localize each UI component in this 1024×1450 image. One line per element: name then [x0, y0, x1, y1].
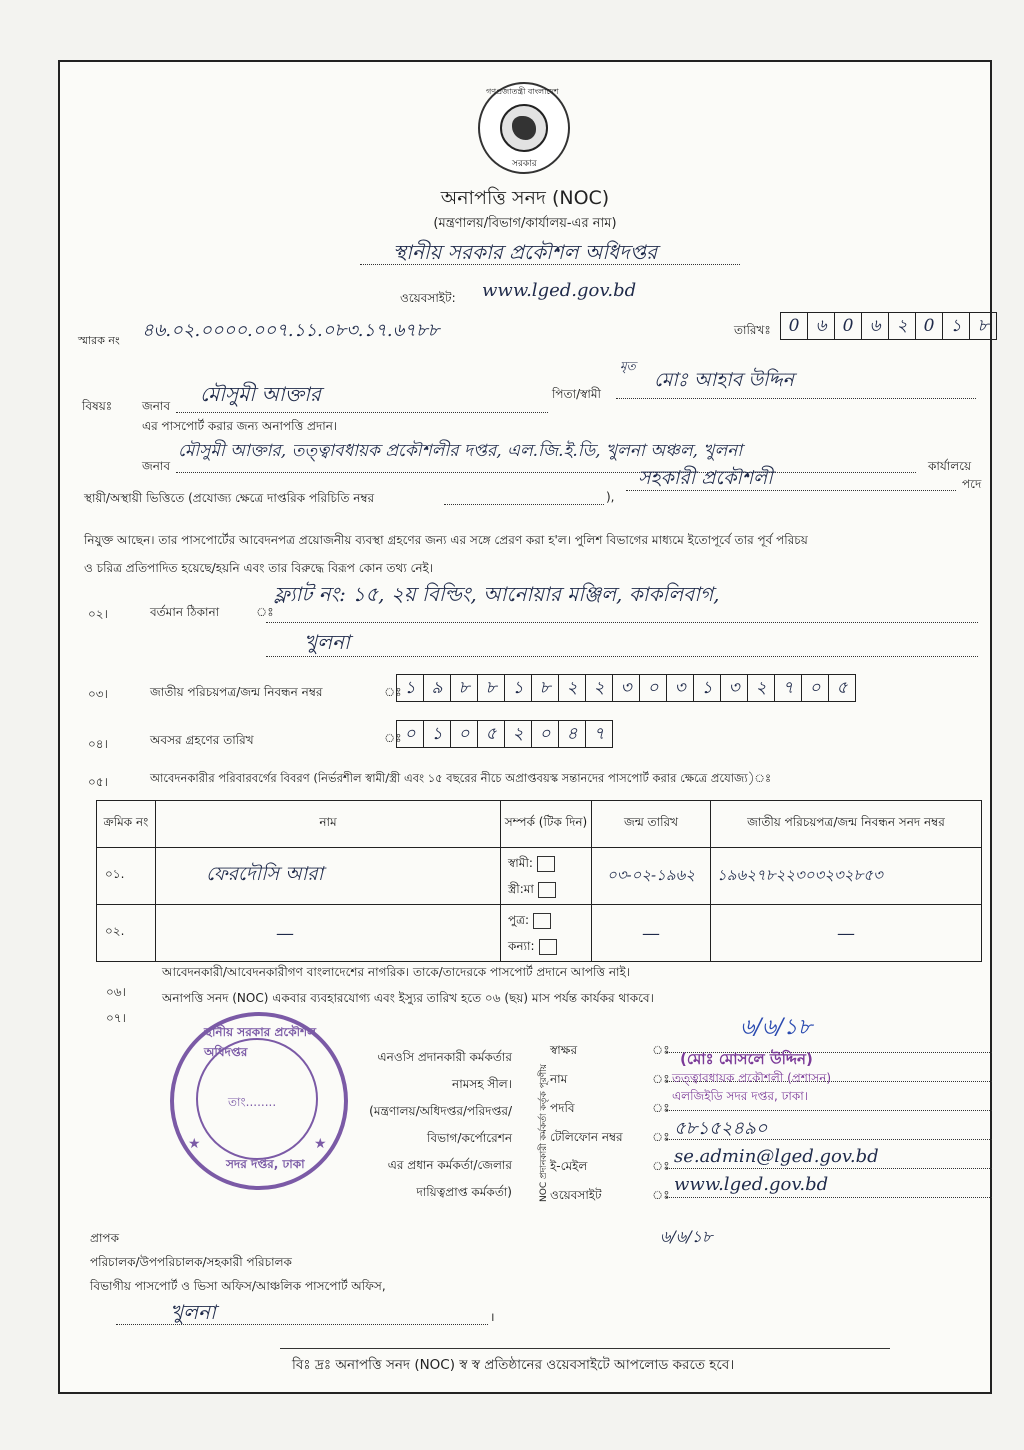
col-nid: জাতীয় পরিচয়পত্র/জন্ম নিবন্ধন সনদ নম্বর [711, 801, 982, 848]
table-row [97, 848, 982, 905]
stamp-office: এলজিইডি সদর দপ্তর, ঢাকা। [672, 1089, 809, 1103]
row-serial: ০১. [97, 848, 156, 905]
nid-digit: ৩ [721, 675, 748, 701]
nid-digit: ৮ [451, 675, 478, 701]
seal-bottom-text: সদর দপ্তর, ঢাকা [226, 1157, 305, 1171]
office-name: স্থানীয় সরকার প্রকৌশল অধিদপ্তর [392, 240, 658, 264]
relation-option: পুত্র: [508, 913, 530, 927]
item-03-label: জাতীয় পরিচয়পত্র/জন্ম নিবন্ধন নম্বর [150, 685, 323, 699]
initial-note: ৬/৬/১৮ [660, 1227, 713, 1246]
star-icon: ★ [314, 1136, 327, 1152]
col-serial: ক্রমিক নং [97, 801, 156, 848]
document-title: অনাপত্তি সনদ (NOC) [440, 187, 610, 209]
row-nid: — [711, 905, 982, 962]
website-value-signatory: www.lged.gov.bd [674, 1174, 829, 1195]
nid-digit: ৯ [424, 675, 451, 701]
item-04-number: ০৪। [88, 737, 108, 751]
current-address-line2: খুলনা [304, 630, 350, 654]
nid-digit: ১ [397, 675, 424, 701]
website-label: ওয়েবসাইট: [400, 291, 456, 305]
seal-top-text: স্থানীয় সরকার প্রকৌশল অধিদপ্তর [204, 1025, 317, 1059]
col-relation: সম্পর্ক (টিক দিন) [501, 801, 592, 848]
relation-checkbox[interactable] [539, 939, 557, 955]
bangladesh-map-icon [512, 116, 536, 140]
date-digit: ৮ [977, 316, 989, 336]
telephone-value: ৫৮১৫২৪৯০ [674, 1118, 768, 1139]
signatory-description: এনওসি প্রদানকারী কর্মকর্তার নামসহ সীল। (মন্ত্রণালয়/অধিদপ্তর/পরিদপ্তর/ বিভাগ/কর্পোরেশন এর প্রধান কর্মকর্তা/জেলার দায়িত্বপ্রাপ্ত কর্মকর্তা) [369, 1050, 512, 1199]
star-icon: ★ [188, 1136, 201, 1152]
subject-label: বিষয়ঃ [82, 399, 113, 413]
relation-checkbox[interactable] [533, 913, 551, 929]
family-table [96, 800, 982, 962]
retire-digit: ০ [397, 721, 424, 747]
date-digit: 0 [781, 313, 808, 339]
item-04-label: অবসর গ্রহণের তারিখ [150, 733, 254, 747]
recipient-line1: পরিচালক/উপপরিচালক/সহকারী পরিচালক [90, 1255, 292, 1269]
row-dob: — [592, 905, 711, 962]
retire-digit: ১ [424, 721, 451, 747]
father-name: মোঃ আহাব উদ্দিন [654, 369, 794, 391]
email-value: se.admin@lged.gov.bd [674, 1146, 879, 1167]
nid-digit: ৭ [775, 675, 802, 701]
row-nid: ১৯৬২৭৮২২৩০৩২৩২৮৫৩ [711, 848, 982, 905]
date-digit: 0 [916, 313, 943, 339]
recipient-close: । [490, 1310, 495, 1324]
retire-digit: ৪ [559, 721, 586, 747]
relation-checkbox[interactable] [537, 856, 555, 872]
retire-digit: ০ [532, 721, 559, 747]
nid-digit: ২ [586, 675, 613, 701]
item-06-number: ০৬। [106, 985, 126, 999]
item-07-text: অনাপত্তি সনদ (NOC) একবার ব্যবহারযোগ্য এবং ইস্যুর তারিখ হতে ০৬ (ছয়) মাস পর্যন্ত কার্যকর থাকবে। [162, 991, 654, 1005]
signatory-field-labels: স্বাক্ষর নাম পদবি টেলিফোন নম্বর ই-মেইল ওয়েবসাইট [550, 1043, 623, 1202]
date-digit: ১ [943, 313, 970, 339]
subject-line2: এর পাসপোর্ট করার জন্য অনাপত্তি প্রদান। [142, 419, 338, 433]
col-name: নাম [156, 801, 501, 848]
emblem-top-text: গণপ্রজাতন্ত্রী বাংলাদেশ [486, 87, 559, 96]
date-digit: ৬ [808, 313, 835, 339]
signature: ৬/৬/১৮ [740, 1015, 812, 1040]
nid-digit: ৮ [532, 675, 559, 701]
recipient-line2: বিভাগীয় পাসপোর্ট ও ভিসা অফিস/আঞ্চলিক পাসপোর্ট অফিস, [90, 1279, 386, 1293]
retire-digit: ০ [451, 721, 478, 747]
body-janab: জনাব [142, 459, 171, 473]
date-digit: ২ [889, 313, 916, 339]
retire-digit: ৫ [478, 721, 505, 747]
item-02-label: বর্তমান ঠিকানা [150, 605, 220, 619]
subject-janab: জনাব [142, 399, 171, 413]
row-serial: ০২. [97, 905, 156, 962]
date-digit: 0 [835, 313, 862, 339]
recipient-city: খুলনা [170, 1300, 216, 1324]
father-prefix: মৃত [620, 359, 636, 373]
document-subtitle: (মন্ত্রণালয়/বিভাগ/কার্যালয়-এর নাম) [433, 216, 617, 231]
nid-digit: ৩ [667, 675, 694, 701]
vertical-note: NOC প্রদানকারী কর্মকর্তা কর্তৃক পূরণীয় [539, 1063, 549, 1202]
nid-boxes [396, 674, 856, 702]
stamp-name: (মোঃ মোসলে উদ্দিন) [680, 1050, 813, 1068]
permanent-close: ), [606, 490, 615, 504]
relation-checkbox[interactable] [538, 882, 556, 898]
nid-digit: ২ [748, 675, 775, 701]
memo-number: ৪৬.০২.০০০০.০০৭.১১.০৮৩.১৭.৬৭৮৮ [142, 320, 440, 341]
applicant-name: মৌসুমী আক্তার [200, 382, 321, 406]
col-dob: জন্ম তারিখ [592, 801, 711, 848]
date-boxes [780, 312, 997, 340]
current-address-line1: ফ্ল্যাট নং: ১৫, ২য় বিল্ডিং, আনোয়ার মঞ্জিল, কাকলিবাগ, [274, 582, 720, 606]
stamp-designation: তত্ত্বাবধায়ক প্রকৌশলী (প্রশাসন) [672, 1071, 832, 1085]
row-dob: ০৩-০২-১৯৬২ [592, 848, 711, 905]
item-07-number: ০৭। [106, 1011, 126, 1025]
date-label: তারিখঃ [734, 323, 771, 337]
retirement-date-boxes [396, 720, 613, 748]
designation: সহকারী প্রকৌশলী [638, 467, 773, 489]
footer-note: বিঃ দ্রঃ অনাপত্তি সনদ (NOC) স্ব স্ব প্রতিষ্ঠানের ওয়েবসাইটে আপলোড করতে হবে। [292, 1357, 735, 1373]
nid-digit: ০ [640, 675, 667, 701]
noc-document: গণপ্রজাতন্ত্রী বাংলাদেশ সরকার অনাপত্তি সনদ (NOC) (মন্ত্রণালয়/বিভাগ/কার্যালয়-এর নাম) স্থানীয় সরকার প্রকৌশল অধিদপ্তর ওয়েবসাইট: www.lged.gov.bd স্মারক নং ৪৬.০২.০০০০.০০৭.১১.০৮৩.১৭.৬৭৮৮ তারিখঃ 0 ৬ 0 ৬ ২ 0 ১ ৮ বিষয়ঃ জনাব মৌসুমী আক্তার পিতা/স্বামী মৃত মোঃ আহাব উদ্দিন এর পাসপোর্ট করার জন্য অনাপত্তি প্রদান। জনাব মৌসুমী আক্তার, তত্ত্বাবধায়ক প্রকৌশলীর দপ্তর, এল.জি.ই.ডি, খুলনা অঞ্চল, খুলনা কার্যালয়ে স্থায়ী/অস্থায়ী ভিত্তিতে (প্রযোজ্য ক্ষেত্রে দাপ্তরিক পরিচিতি নম্বর ), সহকারী প্রকৌশলী পদে নিযুক্ত আছেন। তার পাসপোর্টের আবেদনপত্র প্রয়োজনীয় ব্যবস্থা গ্রহণের জন্য এর সঙ্গে প্রেরণ করা হ'ল। পুলিশ বিভাগের মাধ্যমে ইতোপূর্বে তার পূর্ব পরিচয় ও চরিত্র প্রতিপাদিত হয়েছে/হয়নি এবং তার বিরুদ্ধে বিরূপ কোন তথ্য নেই। ০২। বর্তমান ঠিকানা ঃ ফ্ল্যাট নং: ১৫, ২য় বিল্ডিং, আনোয়ার মঞ্জিল, কাকলিবাগ, খুলনা ০৩। জাতীয় পরিচয়পত্র/জন্ম নিবন্ধন নম্বর ঃ ১ ৯ ৮ ৮ ১ ৮ ২ ২ ৩ ০ ৩ ১ ৩ ২ ৭ ০ ৫ ০৪। অবসর গ্রহণের তারিখ ঃ ০ ১ ০ ৫ ২ ০ ৪ ৭ ০৫। আবেদনকারীর পরিবারবর্গের বিবরণ (নির্ভরশীল স্বামী/স্ত্রী এবং ১৫ বছরের নীচে অপ্রাপ্তবয়স্ক সন্তানদের পাসপোর্ট করার ক্ষেত্রে প্রযোজ্য)ঃ ক্রমিক নং নাম সম্পর্ক (টিক দিন) জন্ম তারিখ জাতীয় পরিচয়পত্র/জন্ম নিবন্ধন সনদ নম্বর ০১. ফেরদৌসি আরা স্বামী: স্ত্রী:মা ০৩-০২-১৯৬২ ১৯৬২৭৮২২৩০৩২৩২৮৫৩ ০২. — পুত্র: কন্যা: — — ০৬। আবেদনকারী/আবেদনকারীগণ বাংলাদেশের নাগরিক। তাকে/তাদেরকে পাসপোর্ট প্রদানে আপত্তি নাই। ০৭। অনাপত্তি সনদ (NOC) একবার ব্যবহারযোগ্য এবং ইস্যুর তারিখ হতে ০৬ (ছয়) মাস পর্যন্ত কার্যকর থাকবে। স্থানীয় সরকার প্রকৌশল অধিদপ্তর তাং........ সদর দপ্তর, ঢাকা ★ ★ এনওসি প্রদানকারী কর্মকর্তার নামসহ সীল। (মন্ত্রণালয়/অধিদপ্তর/পরিদপ্তর/ বিভাগ/কর্পোরেশন এর প্রধান কর্মকর্তা/জেলার দায়িত্বপ্রাপ্ত কর্মকর্তা) NOC প্রদানকারী কর্মকর্তা কর্তৃক পূরণীয় স্বাক্ষর নাম পদবি টেলিফোন নম্বর ই-মেইল ওয়েবসাইট ঃ ঃ ঃ ঃ ঃ ঃ ৬/৬/১৮ (মোঃ মোসলে উদ্দিন) তত্ত্বাবধায়ক প্রকৌশলী (প্রশাসন) এলজিইডি সদর দপ্তর, ঢাকা। ৫৮১৫২৪৯০ se.admin@lged.gov.bd www.lged.gov.bd ৬/৬/১৮ প্রাপক পরিচালক/উপপরিচালক/সহকারী পরিচালক বিভাগীয় পাসপোর্ট ও ভিসা অফিস/আঞ্চলিক পাসপোর্ট অফিস, খুলনা । বিঃ দ্রঃ অনাপত্তি সনদ (NOC) স্ব স্ব প্রতিষ্ঠানের ওয়েবসাইটে আপলোড করতে হবে। [58, 60, 992, 1394]
nid-digit: ৫ [836, 678, 848, 698]
nid-digit: ৮ [478, 675, 505, 701]
office-entry: মৌসুমী আক্তার, তত্ত্বাবধায়ক প্রকৌশলীর দপ্তর, এল.জি.ই.ডি, খুলনা অঞ্চল, খুলনা [178, 441, 743, 461]
emblem-bottom-text: সরকার [512, 159, 537, 169]
body-line4: ও চরিত্র প্রতিপাদিত হয়েছে/হয়নি এবং তার বিরুদ্ধে বিরূপ কোন তথ্য নেই। [84, 561, 434, 575]
nid-digit: ১ [694, 675, 721, 701]
item-03-number: ০৩। [88, 687, 108, 701]
permanent-label: স্থায়ী/অস্থায়ী ভিত্তিতে (প্রযোজ্য ক্ষেত্রে দাপ্তরিক পরিচিতি নম্বর [84, 491, 375, 505]
nid-digit: ০ [802, 675, 829, 701]
retire-digit: ৭ [593, 724, 605, 744]
item-05-label: আবেদনকারীর পরিবারবর্গের বিবরণ (নির্ভরশীল স্বামী/স্ত্রী এবং ১৫ বছরের নীচে অপ্রাপ্তবয়স্ক সন্তানদের পাসপোর্ট করার ক্ষেত্রে প্রযোজ্য)ঃ [150, 771, 772, 785]
nid-digit: ৩ [613, 675, 640, 701]
designation-suffix: পদে [962, 477, 982, 491]
office-suffix: কার্যালয়ে [928, 459, 972, 473]
recipient-label: প্রাপক [90, 1231, 119, 1245]
item-02-number: ০২। [88, 607, 108, 621]
relation-option: কন্যা: [508, 939, 535, 953]
memo-label: স্মারক নং [78, 334, 120, 347]
relation-option: স্বামী: [508, 856, 533, 870]
row-name: ফেরদৌসি আরা [156, 848, 501, 905]
table-row [97, 905, 982, 962]
body-line3: নিযুক্ত আছেন। তার পাসপোর্টের আবেদনপত্র প্রয়োজনীয় ব্যবস্থা গ্রহণের জন্য এর সঙ্গে প্রেরণ করা হ'ল। পুলিশ বিভাগের মাধ্যমে ইতোপূর্বে তার পূর্ব পরিচয় [84, 533, 808, 547]
nid-digit: ১ [505, 675, 532, 701]
item-05-number: ০৫। [88, 775, 108, 789]
date-digit: ৬ [862, 313, 889, 339]
government-emblem [478, 82, 570, 174]
relation-option: স্ত্রী:মা [508, 882, 534, 896]
row-name: — [156, 905, 501, 962]
retire-digit: ২ [505, 721, 532, 747]
item-06-text: আবেদনকারী/আবেদনকারীগণ বাংলাদেশের নাগরিক। তাকে/তাদেরকে পাসপোর্ট প্রদানে আপত্তি নাই। [162, 965, 631, 979]
father-label: পিতা/স্বামী [552, 387, 601, 401]
seal-center-text: তাং........ [228, 1095, 277, 1109]
website-value: www.lged.gov.bd [482, 280, 637, 301]
nid-digit: ২ [559, 675, 586, 701]
